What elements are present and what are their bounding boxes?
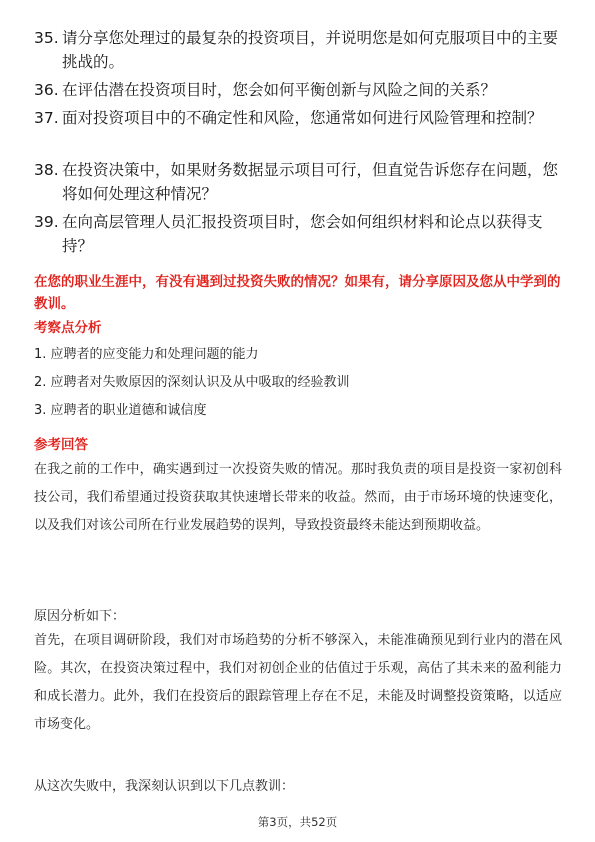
- question-text: 在投资决策中，如果财务数据显示项目可行，但直觉告诉您存在问题，您将如何处理这种情况？: [62, 161, 559, 203]
- cause-paragraph: 首先，在项目调研阶段，我们对市场趋势的分析不够深入，未能准确预见到行业内的潜在风险。其次，在投资决策过程中，我们对初创企业的估值过于乐观，高估了其未来的盈利能力和成长潜力。此外，我们在投资后的跟踪管理上存在不足，未能及时调整投资策略，以适应市场变化。: [34, 633, 562, 732]
- page-footer: 第3页，共52页: [257, 815, 338, 829]
- answer-paragraph: 在我之前的工作中，确实遇到过一次投资失败的情况。那时我负责的项目是投资一家初创科技公司，我们希望通过投资获取其快速增长带来的收益。然而，由于市场环境的快速变化，以及我们对该公司所在行业发展趋势的误判，导致投资最终未能达到预期收益。: [34, 462, 562, 533]
- question-text: 请分享您处理过的最复杂的投资项目，并说明您是如何克服项目中的主要挑战的。: [62, 29, 559, 71]
- analysis-point: 1. 应聘者的应变能力和处理问题的能力: [34, 347, 259, 362]
- question-number: 38.: [34, 161, 59, 179]
- question-39: [34, 210, 564, 258]
- question-text: 在向高层管理人员汇报投资项目时，您会如何组织材料和论点以获得支持？: [62, 213, 543, 255]
- question-number: 35.: [34, 29, 59, 47]
- question-35: [34, 26, 564, 74]
- cause-intro: 原因分析如下：: [34, 609, 126, 624]
- question-text: 在评估潜在投资项目时，您会如何平衡创新与风险之间的关系？: [62, 81, 497, 99]
- analysis-point: 3. 应聘者的职业道德和诚信度: [34, 403, 207, 418]
- question-number: 36.: [34, 81, 59, 99]
- question-number: 37.: [34, 109, 59, 127]
- question-text: 面对投资项目中的不确定性和风险，您通常如何进行风险管理和控制？: [62, 109, 543, 127]
- question-number: 39.: [34, 213, 59, 231]
- highlight-question: 在您的职业生涯中，有没有遇到过投资失败的情况？如果有，请分享原因及您从中学到的教训。: [34, 274, 561, 312]
- question-38: [34, 158, 564, 206]
- question-37: [34, 106, 564, 130]
- analysis-point: 2. 应聘者对失败原因的深刻认识及从中吸取的经验教训: [34, 375, 350, 390]
- analysis-heading: 考察点分析: [34, 320, 102, 336]
- lessons-intro: 从这次失败中，我深刻认识到以下几点教训：: [34, 779, 295, 794]
- question-36: [34, 78, 564, 102]
- answer-heading: 参考回答: [34, 437, 88, 453]
